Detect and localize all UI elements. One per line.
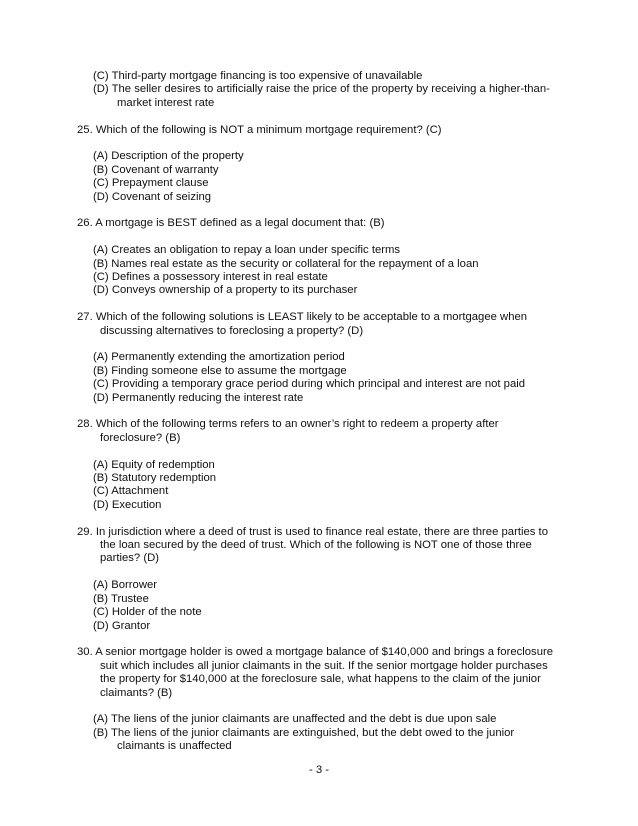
question-text-continuation: the property for $140,000 at the foreclosure sale, what happens to the claim of the junior [100,673,541,686]
question-text-continuation: discussing alternatives to foreclosing a property? (D) [100,324,364,337]
answer-option: (C) Prepayment clause [93,177,209,190]
answer-option: (A) Creates an obligation to repay a loan under specific terms [93,244,401,257]
answer-option: (A) Equity of redemption [93,458,215,471]
answer-option: (B) The liens of the junior claimants are extinguished, but the debt owed to the junior [93,726,515,739]
question-text: 28. Which of the following terms refers to an owner’s right to redeem a property after [77,418,499,431]
answer-option: (C) Third-party mortgage financing is too expensive of unavailable [93,70,423,82]
answer-option: (D) Covenant of seizing [93,190,212,203]
answer-option: (A) Description of the property [93,150,244,163]
question-text-continuation: parties? (D) [100,552,160,565]
answer-option: (D) Conveys ownership of a property to its purchaser [93,284,358,297]
question-text: 25. Which of the following is NOT a minimum mortgage requirement? (C) [77,123,442,136]
answer-option: (A) Permanently extending the amortization period [93,351,345,364]
answer-option: (B) Trustee [93,592,149,605]
answer-option: (C) Defines a possessory interest in real estate [93,271,328,284]
page-number: - 3 - [308,764,330,776]
answer-option: (A) Borrower [93,579,158,592]
answer-option: (C) Attachment [93,485,169,498]
page-content [77,70,572,754]
answer-option-continuation: claimants is unaffected [117,740,232,753]
question-text: 26. A mortgage is BEST defined as a legal document that: (B) [77,217,385,230]
answer-option: (C) Providing a temporary grace period during which principal and interest are not paid [93,378,526,391]
answer-option-continuation: market interest rate [117,96,215,109]
answer-option: (B) Covenant of warranty [93,163,219,176]
question-text-continuation: the loan secured by the deed of trust. Which of the following is NOT one of those three [100,539,532,552]
answer-option: (D) Execution [93,498,162,511]
answer-option: (D) Grantor [93,619,151,632]
answer-option: (D) The seller desires to artificially raise the price of the property by receiving a higher-than- [93,83,550,96]
answer-option: (B) Finding someone else to assume the mortgage [93,364,347,377]
question-text: 27. Which of the following solutions is LEAST likely to be acceptable to a mortgagee when [77,311,528,324]
question-text-continuation: foreclosure? (B) [100,431,181,444]
answer-option: (D) Permanently reducing the interest rate [93,391,304,404]
answer-option: (B) Statutory redemption [93,472,217,485]
question-text: 30. A senior mortgage holder is owed a mortgage balance of $140,000 and brings a foreclosure [77,646,554,659]
answer-option: (B) Names real estate as the security or collateral for the repayment of a loan [93,257,479,270]
question-text: 29. In jurisdiction where a deed of trust is used to finance real estate, there are three parties to [77,525,548,538]
answer-option: (C) Holder of the note [93,606,202,619]
answer-option: (A) The liens of the junior claimants are unaffected and the debt is due upon sale [93,713,497,726]
question-text-continuation: claimants? (B) [100,686,173,699]
question-text-continuation: suit which includes all junior claimants in the suit. If the senior mortgage holder purchases [100,659,548,672]
